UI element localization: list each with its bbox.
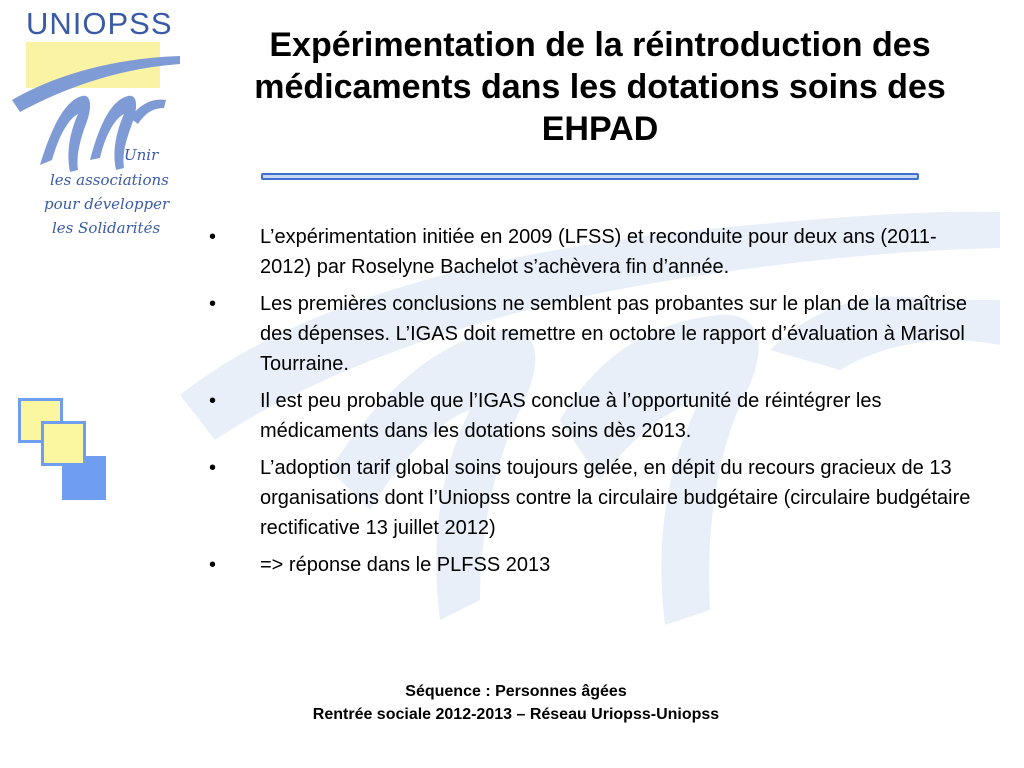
uniopss-logo — [0, 0, 200, 250]
title-underline — [261, 173, 919, 180]
bullet-item — [205, 550, 985, 580]
logo-tagline-line: Unir — [124, 146, 159, 164]
bullet-text: L’adoption tarif global soins toujours gelée, en dépit du recours gracieux de 13 organisations dont l’Uniopss contre la circulaire budgétaire (circulaire budgétaire rectificative 13 juillet 2012) — [260, 457, 971, 539]
slide-footer — [200, 680, 832, 726]
logo-tagline-line: les Solidarités — [52, 219, 161, 237]
logo-tagline-line: pour développer — [44, 195, 170, 213]
decorative-squares — [18, 398, 110, 502]
bullet-item — [205, 386, 985, 446]
bullet-marker: • — [209, 390, 217, 412]
logo-tagline-line: les associations — [50, 171, 169, 189]
yellow-square — [43, 423, 85, 465]
slide-title: Expérimentation de la réintroduction des médicaments dans les dotations soins des EHPAD — [254, 26, 946, 148]
bullet-marker: • — [209, 293, 217, 315]
bullet-marker: • — [209, 226, 217, 248]
bullet-text: => réponse dans le PLFSS 2013 — [260, 554, 551, 576]
bullet-marker: • — [209, 554, 217, 576]
logo-wordmark: UNIOPSS — [26, 6, 173, 41]
footer-sequence: Séquence : Personnes âgées — [405, 683, 627, 700]
footer-network: Rentrée sociale 2012-2013 – Réseau Uriopss-Uniopss — [312, 706, 720, 723]
bullet-text: Il est peu probable que l’IGAS conclue à l’opportunité de réintégrer les médicaments dans les dotations soins dès 2013. — [260, 390, 882, 442]
bullet-item — [205, 453, 985, 543]
bullet-list — [205, 222, 985, 587]
bullet-text: Les premières conclusions ne semblent pas probantes sur le plan de la maîtrise des dépenses. L’IGAS doit remettre en octobre le rapport d’évaluation à Marisol Tourraine. — [260, 293, 968, 375]
bullet-item — [205, 289, 985, 379]
bullet-item — [205, 222, 985, 282]
bullet-marker: • — [209, 457, 217, 479]
bullet-text: L’expérimentation initiée en 2009 (LFSS) et reconduite pour deux ans (2011-2012) par Roselyne Bachelot s’achèvera fin d’année. — [260, 226, 937, 278]
